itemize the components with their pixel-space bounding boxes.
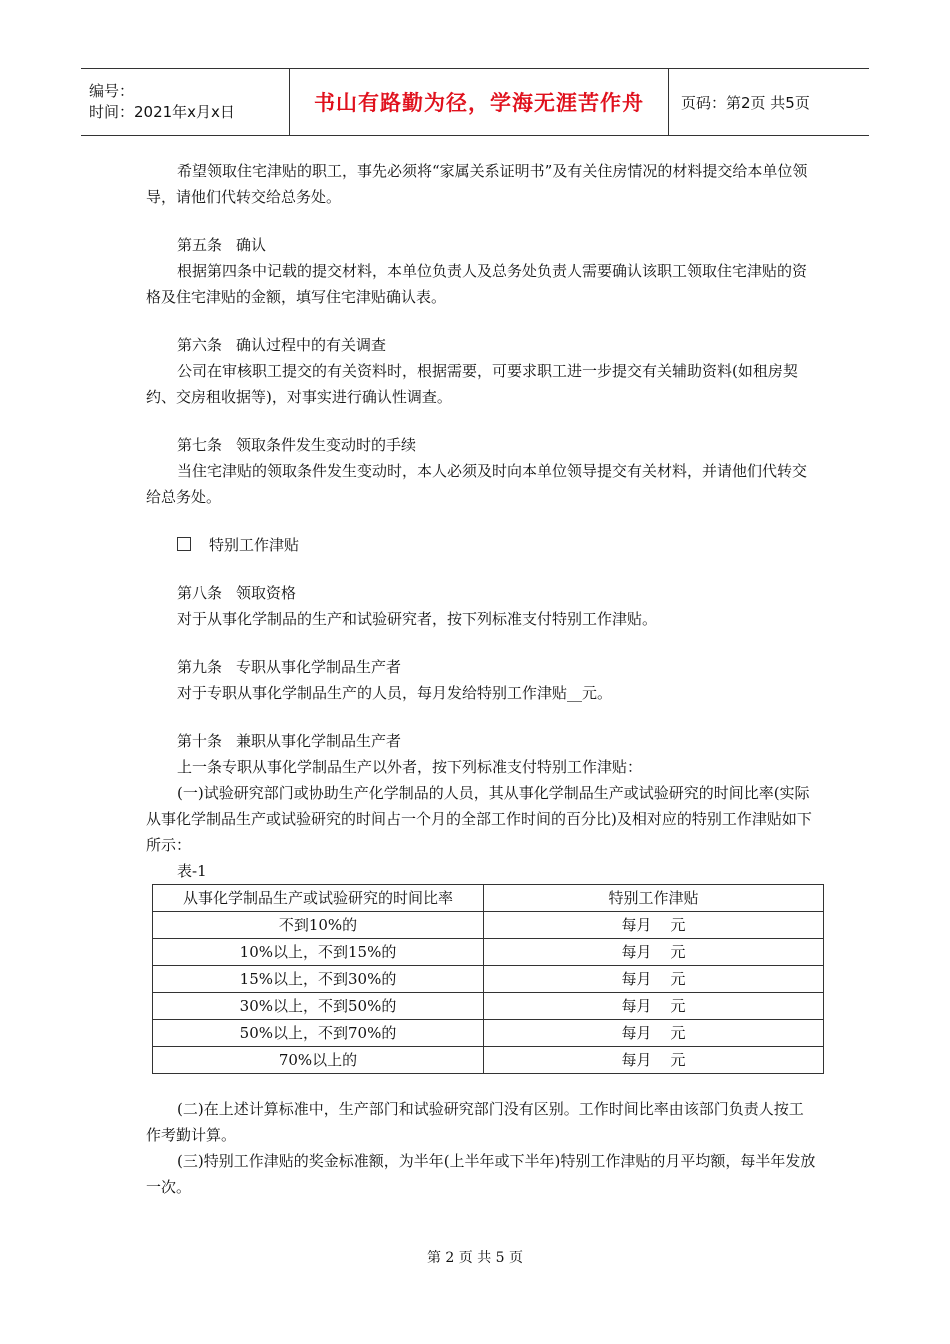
article-5-name: 确认: [236, 236, 267, 254]
article-5-title: [146, 232, 816, 258]
checkbox-square-icon: [177, 537, 191, 551]
table-row: [153, 993, 824, 1020]
article-5-number: 第五条: [177, 236, 223, 254]
article-7-body: 当住宅津贴的领取条件发生变动时，本人必须及时向本单位领导提交有关材料，并请他们代转交给总务处。: [146, 462, 808, 506]
table-cell-allowance: 每月 元: [484, 939, 824, 966]
table-header-row: [153, 885, 824, 912]
paragraph-housing-application: 希望领取住宅津贴的职工，事先必须将“家属关系证明书”及有关住房情况的材料提交给本单位领导，请他们代转交给总务处。: [146, 162, 808, 206]
article-8-name: 领取资格: [236, 584, 297, 602]
article-8-body: 对于从事化学制品的生产和试验研究者，按下列标准支付特别工作津贴。: [177, 610, 658, 628]
table-row: [153, 1047, 824, 1074]
table-row: [153, 939, 824, 966]
table-cell-ratio: 30%以上，不到50%的: [153, 993, 484, 1020]
article-5-body: 根据第四条中记载的提交材料，本单位负责人及总务处负责人需要确认该职工领取住宅津贴的资格及住宅津贴的金额，填写住宅津贴确认表。: [146, 262, 808, 306]
article-10-number: 第十条: [177, 732, 223, 750]
header-meta: [81, 69, 290, 136]
section-heading: [146, 532, 816, 558]
table-cell-ratio: 70%以上的: [153, 1047, 484, 1074]
table-cell-allowance: 每月 元: [484, 993, 824, 1020]
table-cell-allowance: 每月 元: [484, 1020, 824, 1047]
article-10-body: 上一条专职从事化学制品生产以外者，按下列标准支付特别工作津贴：: [177, 758, 643, 776]
article-9-number: 第九条: [177, 658, 223, 676]
article-7-title: [146, 432, 816, 458]
table-cell-ratio: 15%以上，不到30%的: [153, 966, 484, 993]
article-10-item-3: (三)特别工作津贴的奖金标准额，为半年(上半年或下半年)特别工作津贴的月平均额，每半年发放一次。: [146, 1152, 816, 1196]
article-6-name: 确认过程中的有关调查: [236, 336, 387, 354]
header-motto: 书山有路勤为径，学海无涯苦作舟: [290, 69, 669, 136]
table-row: [153, 966, 824, 993]
article-7-number: 第七条: [177, 436, 223, 454]
article-9-name: 专职从事化学制品生产者: [236, 658, 402, 676]
article-6-body: 公司在审核职工提交的有关资料时，根据需要，可要求职工进一步提交有关辅助资料(如租房契约、交房租收据等)，对事实进行确认性调查。: [146, 362, 798, 406]
table-cell-allowance: 每月 元: [484, 912, 824, 939]
table-cell-allowance: 每月 元: [484, 1047, 824, 1074]
document-number-label: 编号：: [89, 82, 135, 100]
table-header-ratio: 从事化学制品生产或试验研究的时间比率: [153, 885, 484, 912]
table-row: [153, 1020, 824, 1047]
section-title: 特别工作津贴: [209, 536, 300, 554]
table-cell-allowance: 每月 元: [484, 966, 824, 993]
page-footer: 第 2 页 共 5 页: [426, 1250, 524, 1266]
table-cell-ratio: 10%以上，不到15%的: [153, 939, 484, 966]
article-10-item-2: (二)在上述计算标准中，生产部门和试验研究部门没有区别。工作时间比率由该部门负责人按工作考勤计算。: [146, 1100, 804, 1144]
article-6-title: [146, 332, 816, 358]
table-cell-ratio: 50%以上，不到70%的: [153, 1020, 484, 1047]
article-9-body: 对于专职从事化学制品生产的人员，每月发给特别工作津贴__元。: [177, 684, 613, 702]
table-label: 表-1: [177, 862, 207, 880]
article-8-number: 第八条: [177, 584, 223, 602]
article-8-title: [146, 580, 816, 606]
document-body: [146, 158, 816, 1200]
article-9-title: [146, 654, 816, 680]
page-header: [81, 68, 869, 136]
article-7-name: 领取条件发生变动时的手续: [236, 436, 417, 454]
article-10-name: 兼职从事化学制品生产者: [236, 732, 402, 750]
table-header-allowance: 特别工作津贴: [484, 885, 824, 912]
table-row: [153, 912, 824, 939]
header-page-label: 页码：第2页 共5页: [669, 69, 870, 136]
table-cell-ratio: 不到10%的: [153, 912, 484, 939]
article-10-item-1: (一)试验研究部门或协助生产化学制品的人员，其从事化学制品生产或试验研究的时间比率(实际从事化学制品生产或试验研究的时间占一个月的全部工作时间的百分比)及相对应的特别工作津贴如下所示：: [146, 784, 812, 854]
article-10-title: [146, 728, 816, 754]
allowance-table: [152, 884, 824, 1074]
article-6-number: 第六条: [177, 336, 223, 354]
document-time-label: 时间：2021年x月x日: [89, 103, 235, 121]
